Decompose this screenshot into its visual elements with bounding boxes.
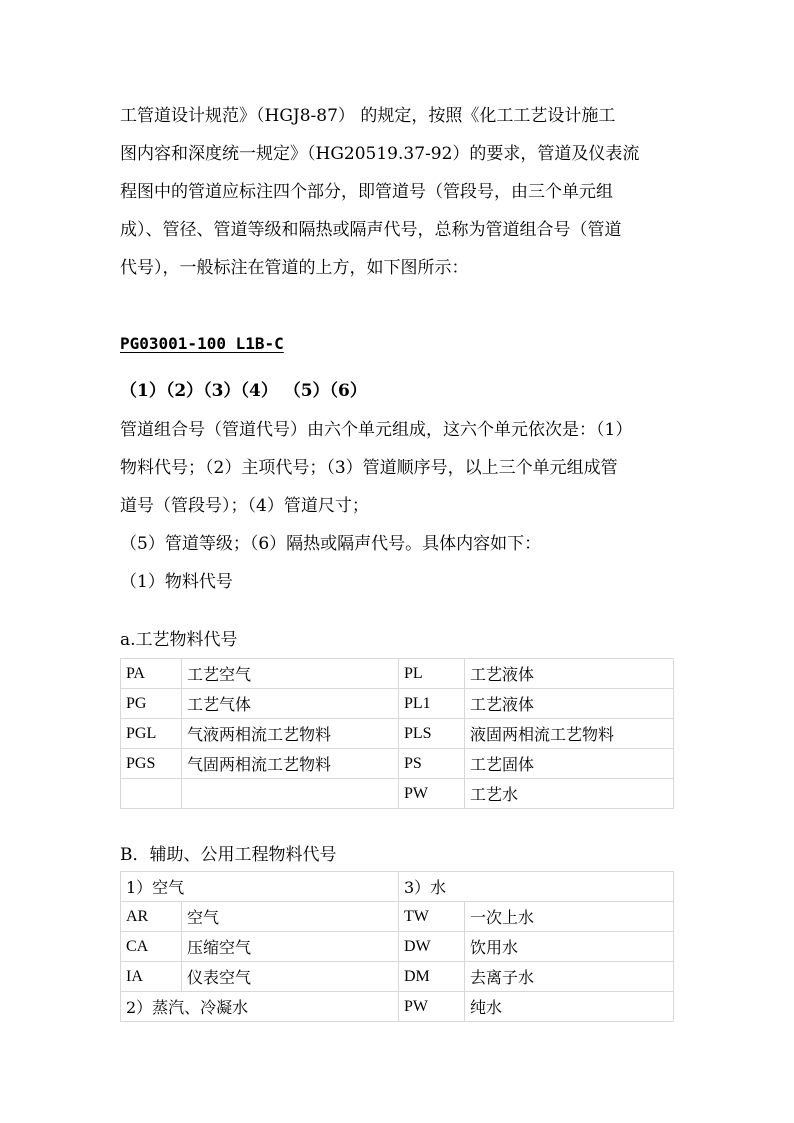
code-cell: PGL (121, 719, 182, 749)
code-cell: PLS (399, 719, 465, 749)
group-heading-water: 3）水 (399, 872, 674, 902)
desc-cell: 工艺空气 (182, 659, 399, 689)
code-cell: PGS (121, 749, 182, 779)
desc-cell: 液固两相流工艺物料 (465, 719, 674, 749)
intro-paragraph (120, 97, 680, 287)
code-cell: PA (121, 659, 182, 689)
text-line: （1）物料代号 (120, 572, 233, 592)
desc-cell: 一次上水 (465, 902, 674, 932)
text-line: （5）管道等级；（6）隔热或隔声代号。具体内容如下： (120, 534, 542, 554)
section-b-title: B．辅助、公用工程物料代号 (120, 845, 337, 865)
code-cell: PG (121, 689, 182, 719)
text-line: 成）、管径、管道等级和隔热或隔声代号，总称为管道组合号（管道 (120, 220, 622, 240)
table-row (121, 872, 674, 902)
desc-cell: 去离子水 (465, 962, 674, 992)
text-line: 工管道设计规范》（HGJ8-87） 的规定，按照《化工工艺设计施工 (120, 106, 616, 126)
desc-cell: 压缩空气 (182, 932, 399, 962)
code-cell (121, 779, 182, 809)
code-cell: IA (121, 962, 182, 992)
table-row (121, 992, 674, 1022)
code-cell: PS (399, 749, 465, 779)
table-row (121, 902, 674, 932)
text-line: 代号），一般标注在管道的上方，如下图所示： (120, 258, 469, 278)
table-row (121, 962, 674, 992)
table-row (121, 749, 674, 779)
group-heading-air: 1）空气 (121, 872, 399, 902)
code-cell: PW (399, 992, 465, 1022)
code-cell: DM (399, 962, 465, 992)
code-cell: DW (399, 932, 465, 962)
text-line: 道号（管段号）；（4）管道尺寸； (120, 496, 369, 516)
desc-cell: 工艺液体 (465, 659, 674, 689)
text-line: 管道组合号（管道代号）由六个单元组成，这六个单元依次是：（1） (120, 420, 633, 440)
desc-cell: 工艺液体 (465, 689, 674, 719)
table-row (121, 932, 674, 962)
code-cell: CA (121, 932, 182, 962)
code-cell: PW (399, 779, 465, 809)
code-cell: PL1 (399, 689, 465, 719)
desc-cell: 工艺水 (465, 779, 674, 809)
table-row (121, 689, 674, 719)
pipe-code-example: PG03001-100 L1B-C (120, 334, 284, 353)
desc-cell: 工艺固体 (465, 749, 674, 779)
table-row (121, 659, 674, 689)
process-material-table (120, 658, 674, 809)
desc-cell: 气固两相流工艺物料 (182, 749, 399, 779)
code-cell: PL (399, 659, 465, 689)
section-a-title: a.工艺物料代号 (120, 630, 238, 650)
desc-cell: 纯水 (465, 992, 674, 1022)
description-paragraph (120, 411, 680, 601)
desc-cell: 气液两相流工艺物料 (182, 719, 399, 749)
group-heading-steam: 2）蒸汽、冷凝水 (121, 992, 399, 1022)
utility-material-table (120, 871, 674, 1022)
code-cell: TW (399, 902, 465, 932)
desc-cell: 空气 (182, 902, 399, 932)
desc-cell: 工艺气体 (182, 689, 399, 719)
text-line: 物料代号；（2）主项代号；（3）管道顺序号，以上三个单元组成管 (120, 458, 618, 478)
table-row (121, 779, 674, 809)
desc-cell (182, 779, 399, 809)
desc-cell: 饮用水 (465, 932, 674, 962)
text-line: 图内容和深度统一规定》（HG20519.37-92）的要求，管道及仪表流 (120, 144, 640, 164)
code-cell: AR (121, 902, 182, 932)
table-row (121, 719, 674, 749)
text-line: 程图中的管道应标注四个部分，即管道号（管段号，由三个单元组 (120, 182, 613, 202)
desc-cell: 仪表空气 (182, 962, 399, 992)
unit-number-labels: （1）（2）（3）（4） （5）（6） (120, 381, 367, 401)
